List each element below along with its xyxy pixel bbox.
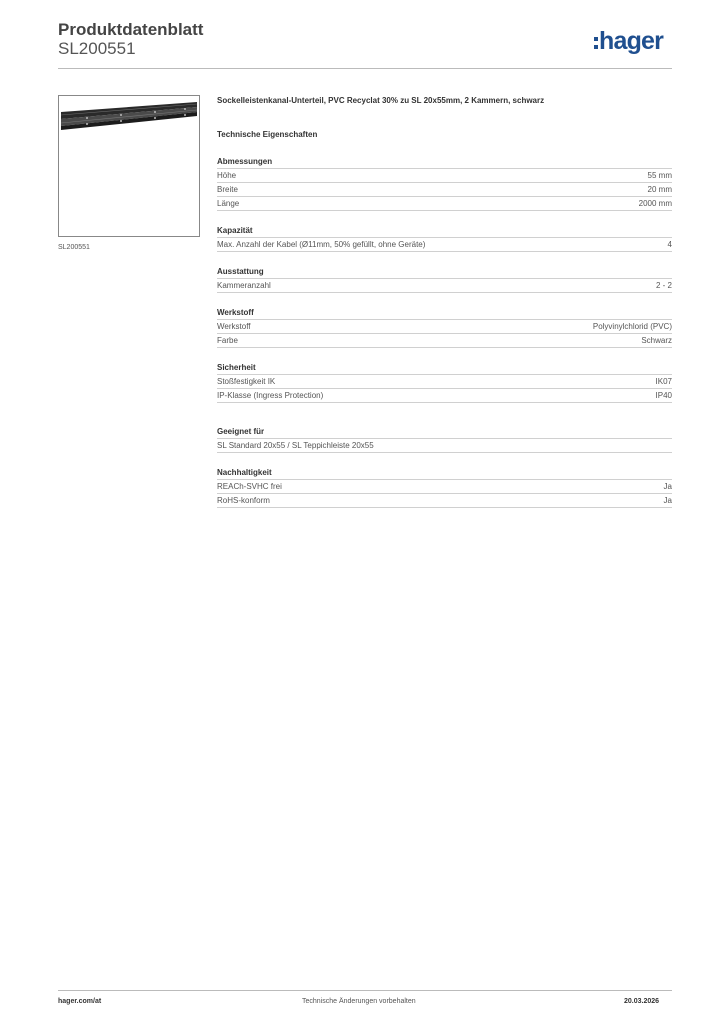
group-sicherheit	[217, 363, 672, 403]
group-title: Werkstoff	[217, 308, 672, 320]
product-code: SL200551	[58, 39, 136, 58]
spec-value: IP40	[655, 391, 672, 400]
spec-label: REACh-SVHC frei	[217, 482, 282, 491]
group-title: Kapazität	[217, 226, 672, 238]
spec-label: Max. Anzahl der Kabel (Ø11mm, 50% gefüllt, ohne Geräte)	[217, 240, 426, 249]
spec-row	[217, 197, 672, 211]
group-werkstoff	[217, 308, 672, 348]
spec-row	[217, 375, 672, 389]
spec-row	[217, 494, 672, 508]
hager-logo	[594, 27, 663, 55]
image-caption: SL200551	[58, 244, 90, 251]
spec-row	[217, 439, 672, 453]
spec-label: Stoßfestigkeit IK	[217, 377, 276, 386]
spec-row	[217, 334, 672, 348]
spec-value: Ja	[663, 482, 672, 491]
spec-row	[217, 320, 672, 334]
spec-value: Schwarz	[641, 336, 672, 345]
group-title: Geeignet für	[217, 427, 672, 439]
group-geeignet-fuer	[217, 427, 672, 453]
group-title: Nachhaltigkeit	[217, 468, 672, 480]
group-title: Abmessungen	[217, 157, 672, 169]
group-title: Ausstattung	[217, 267, 672, 279]
spec-label: Breite	[217, 185, 238, 194]
spec-label: IP-Klasse (Ingress Protection)	[217, 391, 324, 400]
spec-label: SL Standard 20x55 / SL Teppichleiste 20x55	[217, 441, 374, 450]
spec-label: Werkstoff	[217, 322, 251, 331]
logo-text: hager	[599, 26, 664, 55]
spec-row	[217, 183, 672, 197]
footer-date: 20.03.2026	[624, 998, 660, 1005]
header-divider	[58, 68, 672, 69]
spec-value: IK07	[655, 377, 672, 386]
page-title: Produktdatenblatt	[58, 20, 204, 39]
product-description: Sockelleistenkanal-Unterteil, PVC Recyclat 30% zu SL 20x55mm, 2 Kammern, schwarz	[217, 96, 545, 105]
group-ausstattung	[217, 267, 672, 293]
group-kapazitaet	[217, 226, 672, 252]
spec-value: 2000 mm	[638, 199, 672, 208]
spec-row	[217, 169, 672, 183]
spec-row	[217, 279, 672, 293]
spec-label: Höhe	[217, 171, 237, 180]
product-details	[217, 96, 672, 508]
spec-row	[217, 480, 672, 494]
product-image	[58, 95, 200, 237]
group-nachhaltigkeit	[217, 468, 672, 508]
spec-value: 20 mm	[647, 185, 672, 194]
footer-notice: Technische Änderungen vorbehalten	[302, 998, 416, 1005]
cable-duct-icon	[59, 96, 199, 236]
spec-label: RoHS-konform	[217, 496, 270, 505]
logo-dots-icon	[594, 37, 598, 49]
spec-row	[217, 238, 672, 252]
spec-label: Länge	[217, 199, 240, 208]
group-title: Sicherheit	[217, 363, 672, 375]
spec-value: 4	[667, 240, 672, 249]
footer-website-link[interactable]: hager.com/at	[58, 998, 102, 1005]
spec-label: Kammeranzahl	[217, 281, 271, 290]
tech-properties-heading: Technische Eigenschaften	[217, 130, 318, 139]
spec-value: 55 mm	[647, 171, 672, 180]
spec-row	[217, 389, 672, 403]
spec-value: Ja	[663, 496, 672, 505]
footer-divider	[58, 990, 672, 991]
spec-label: Farbe	[217, 336, 238, 345]
spec-value: 2 - 2	[655, 281, 672, 290]
spec-value: Polyvinylchlorid (PVC)	[592, 322, 672, 331]
group-abmessungen	[217, 157, 672, 211]
